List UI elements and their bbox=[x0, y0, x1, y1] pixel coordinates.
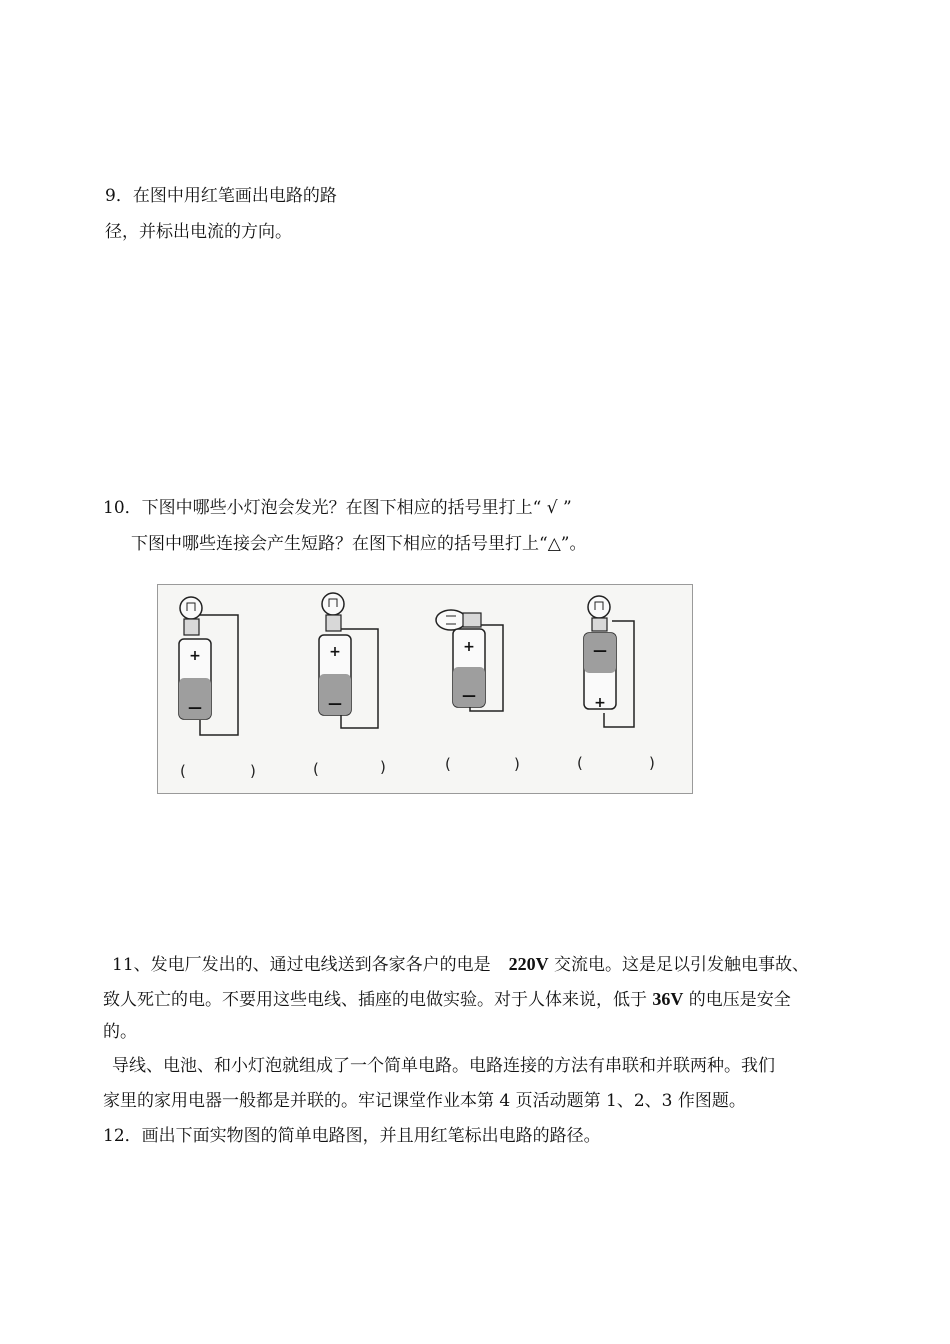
bulb-icon bbox=[322, 593, 344, 615]
bulb-icon bbox=[180, 597, 202, 619]
minus-sign: — bbox=[328, 696, 342, 712]
q10-line2: 下图中哪些连接会产生短路？在图下相应的括号里打上“△”。 bbox=[131, 534, 587, 554]
q11-line1-c: 交流电。这是足以引发触电事故、 bbox=[548, 955, 810, 975]
paren-open: ( bbox=[313, 760, 319, 778]
paren-close: ) bbox=[380, 758, 386, 776]
bulb-base bbox=[184, 619, 199, 635]
circuit-figure-svg bbox=[158, 585, 692, 793]
plus-sign: + bbox=[189, 648, 201, 664]
paren-close: ) bbox=[649, 754, 655, 772]
circuit-2 bbox=[313, 593, 386, 778]
circuit-figure bbox=[157, 584, 693, 794]
bulb-base bbox=[463, 613, 481, 627]
minus-sign: — bbox=[462, 688, 476, 704]
bulb-base bbox=[326, 615, 341, 631]
q9-line2: 径，并标出电流的方向。 bbox=[105, 222, 292, 242]
paren-close: ) bbox=[514, 755, 520, 773]
q11-voltage-220: 220V bbox=[508, 954, 549, 974]
q9-line1: 9．在图中用红笔画出电路的路 bbox=[105, 186, 337, 206]
circuit-4 bbox=[577, 596, 655, 772]
bulb-icon bbox=[436, 610, 466, 630]
paren-open: ( bbox=[180, 762, 186, 780]
q11-line1-a: 11、发电厂发出的、通过电线送到各家各户的电是 bbox=[112, 955, 491, 975]
plus-sign: + bbox=[329, 644, 341, 660]
minus-sign: — bbox=[593, 643, 607, 659]
bulb-base bbox=[592, 618, 607, 631]
paren-open: ( bbox=[445, 755, 451, 773]
circuit-1 bbox=[179, 597, 256, 780]
q12-line1: 12．画出下面实物图的简单电路图，并且用红笔标出电路的路径。 bbox=[103, 1126, 601, 1146]
q11-line5: 家里的家用电器一般都是并联的。牢记课堂作业本第 4 页活动题第 1、2、3 作图题。 bbox=[103, 1091, 746, 1111]
q11-voltage-36: 36V bbox=[652, 989, 684, 1009]
paren-close: ) bbox=[250, 762, 256, 780]
circuit-3 bbox=[436, 610, 520, 773]
plus-sign: + bbox=[463, 639, 475, 655]
q10-line1: 10．下图中哪些小灯泡会发光？在图下相应的括号里打上“ √ ” bbox=[103, 498, 572, 518]
paren-open: ( bbox=[577, 754, 583, 772]
minus-sign: — bbox=[188, 700, 202, 716]
q11-line3: 的。 bbox=[103, 1022, 137, 1042]
q11-line4: 导线、电池、和小灯泡就组成了一个简单电路。电路连接的方法有串联和并联两种。我们 bbox=[112, 1056, 775, 1076]
q11-line1 bbox=[112, 952, 809, 977]
q11-line2-c: 的电压是安全 bbox=[683, 990, 791, 1010]
bulb-icon bbox=[588, 596, 610, 618]
q11-line2 bbox=[103, 987, 791, 1012]
plus-sign: + bbox=[594, 695, 606, 711]
q11-line2-a: 致人死亡的电。不要用这些电线、插座的电做实验。对于人体来说，低于 bbox=[103, 990, 653, 1010]
